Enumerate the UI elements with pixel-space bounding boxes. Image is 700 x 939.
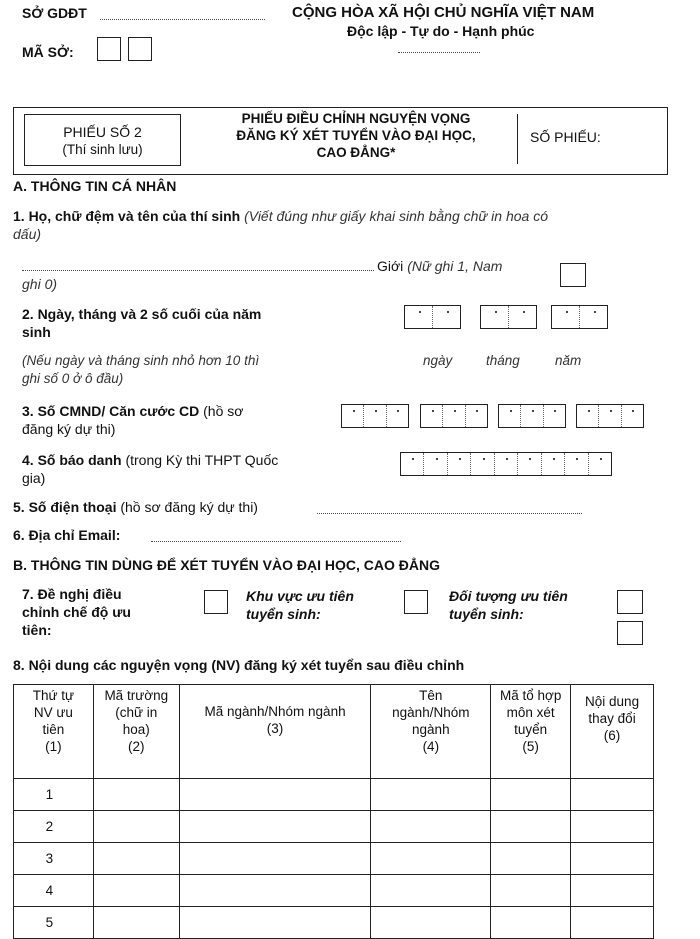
header-text: ngành	[412, 722, 450, 737]
gioi-note-cont: ghi 0)	[22, 276, 58, 292]
doi-tuong-label	[449, 587, 568, 623]
khu-vuc-box[interactable]	[404, 590, 428, 614]
birth-year-boxes[interactable]	[551, 305, 608, 329]
table-row	[14, 779, 654, 811]
email-field[interactable]	[151, 541, 401, 542]
col-header-ma-to-hop	[491, 685, 571, 779]
doi-tuong-box-1[interactable]	[617, 590, 643, 614]
q4-label: 4. Số báo danh	[22, 452, 122, 468]
header-text: hoa)	[122, 722, 150, 737]
col-header-ten-nganh	[371, 685, 491, 779]
q4-note-cont: gia)	[22, 470, 46, 486]
ma-nganh-cell[interactable]	[179, 779, 371, 811]
so-bao-danh-boxes[interactable]	[400, 452, 612, 476]
khu-vuc-line-2: tuyển sinh:	[246, 606, 321, 622]
header-text: ngành/Nhóm	[392, 705, 470, 720]
thang-label: tháng	[486, 353, 520, 368]
q3-text	[22, 402, 243, 438]
gioi-note: (Nữ ghi 1, Nam	[407, 258, 503, 274]
ten-nganh-cell[interactable]	[371, 907, 491, 939]
noi-dung-cell[interactable]	[571, 779, 654, 811]
row-number: 5	[14, 907, 94, 939]
section-a-heading: A. THÔNG TIN CÁ NHÂN	[13, 178, 177, 194]
header-text: tiên	[42, 722, 65, 737]
row-number: 3	[14, 843, 94, 875]
form-title-line-3: CAO ĐẲNG*	[316, 145, 396, 160]
ma-nganh-cell[interactable]	[179, 875, 371, 907]
country-name: CỘNG HÒA XÃ HỘI CHỦ NGHĨA VIỆT NAM	[292, 4, 595, 21]
q3-note: (hồ sơ	[203, 403, 244, 419]
gioi-box[interactable]	[560, 263, 586, 287]
row-number: 1	[14, 779, 94, 811]
col-header-ma-truong	[93, 685, 179, 779]
ma-nganh-cell[interactable]	[179, 811, 371, 843]
header-text: (chữ in	[115, 705, 158, 720]
khu-vuc-label	[246, 587, 354, 623]
cmnd-group-3[interactable]	[498, 404, 566, 428]
q2-label-line-2: sinh	[22, 324, 51, 340]
header-text: (4)	[422, 739, 440, 754]
ma-nganh-cell[interactable]	[179, 907, 371, 939]
section-b-heading: B. THÔNG TIN DÙNG ĐỂ XÉT TUYỂN VÀO ĐẠI HỌC, CAO ĐẲNG	[13, 557, 441, 573]
doi-tuong-line-1: Đối tượng ưu tiên	[449, 588, 568, 604]
noi-dung-cell[interactable]	[571, 811, 654, 843]
ma-so-box-2[interactable]	[128, 37, 152, 61]
header-text: Mã ngành/Nhóm ngành	[204, 704, 346, 719]
thi-sinh-luu-label: (Thí sinh lưu)	[62, 142, 143, 157]
ma-to-hop-cell[interactable]	[491, 907, 571, 939]
ma-to-hop-cell[interactable]	[491, 875, 571, 907]
q8-label: 8. Nội dung các nguyện vọng (NV) đăng ký xét tuyển sau điều chỉnh	[13, 657, 465, 673]
q1-note-cont: dấu)	[13, 226, 42, 242]
noi-dung-cell[interactable]	[571, 843, 654, 875]
table-header-row	[14, 685, 654, 779]
ma-to-hop-cell[interactable]	[491, 843, 571, 875]
table-row	[14, 907, 654, 939]
col-header-ma-nganh	[179, 685, 371, 779]
ten-nganh-cell[interactable]	[371, 875, 491, 907]
cmnd-group-4[interactable]	[576, 404, 644, 428]
header-text: NV ưu	[33, 705, 73, 720]
q2-label-line-1: 2. Ngày, tháng và 2 số cuối của năm	[22, 306, 262, 322]
q1-text	[13, 207, 673, 225]
noi-dung-cell[interactable]	[571, 875, 654, 907]
header-text: (1)	[45, 739, 62, 754]
q1-label: 1. Họ, chữ đệm và tên của thí sinh	[13, 208, 241, 224]
row-number: 4	[14, 875, 94, 907]
cmnd-group-2[interactable]	[420, 404, 488, 428]
header-text: tuyển	[514, 722, 548, 737]
q2-note	[22, 352, 259, 388]
noi-dung-cell[interactable]	[571, 907, 654, 939]
q7-checkbox[interactable]	[204, 590, 228, 614]
table-row	[14, 875, 654, 907]
so-gddt-label: SỞ GDĐT	[22, 5, 87, 21]
khu-vuc-line-1: Khu vực ưu tiên	[246, 588, 354, 604]
header-text: Thứ tự	[32, 688, 75, 703]
q7-label-line-2: chỉnh chế độ ưu	[22, 604, 131, 620]
header-text: (3)	[266, 721, 284, 736]
ma-truong-cell[interactable]	[93, 779, 179, 811]
so-phieu-label: SỐ PHIẾU:	[530, 129, 601, 145]
ma-truong-cell[interactable]	[93, 811, 179, 843]
header-text: (2)	[128, 739, 145, 754]
birth-month-boxes[interactable]	[480, 305, 537, 329]
q7-label	[22, 585, 131, 639]
q4-text	[22, 451, 278, 487]
header-text: Mã trường	[104, 688, 169, 703]
motto-underline	[398, 52, 480, 53]
so-gddt-field[interactable]	[100, 19, 265, 20]
header-text: Mã tổ hợp	[499, 688, 562, 703]
phieu-so-label: PHIẾU SỐ 2	[63, 124, 142, 140]
ma-nganh-cell[interactable]	[179, 843, 371, 875]
gioi-label: Giới	[377, 258, 404, 274]
q7-label-line-1: 7. Đề nghị điều	[22, 586, 122, 602]
col-header-thu-tu	[14, 685, 94, 779]
q4-note: (trong Kỳ thi THPT Quốc	[125, 452, 279, 468]
header-text: Nội dung	[585, 694, 640, 709]
q3-label: 3. Số CMND/ Căn cước CD	[22, 403, 200, 419]
q5-note: (hồ sơ đăng ký dự thi)	[120, 499, 258, 515]
so-phieu-box	[517, 114, 653, 164]
phieu-so-box	[24, 114, 181, 166]
header-text: thay đổi	[588, 711, 636, 726]
cmnd-group-1[interactable]	[341, 404, 409, 428]
q1-note: (Viết đúng như giấy khai sinh bằng chữ in hoa có	[244, 208, 548, 224]
motto: Độc lập - Tự do - Hạnh phúc	[347, 23, 535, 39]
col-header-noi-dung	[571, 685, 654, 779]
table-row	[14, 811, 654, 843]
form-title	[186, 110, 526, 161]
birth-day-boxes[interactable]	[404, 305, 461, 329]
ma-truong-cell[interactable]	[93, 843, 179, 875]
q7-label-line-3: tiên:	[22, 622, 52, 638]
title-box	[13, 107, 668, 175]
q3-note-cont: đăng ký dự thi)	[22, 421, 116, 437]
q5-label: 5. Số điện thoại	[13, 499, 117, 515]
q6-label: 6. Địa chỉ Email:	[13, 527, 121, 543]
table-row	[14, 843, 654, 875]
q2-note-line-2: ghi số 0 ở ô đầu)	[22, 371, 124, 386]
ma-to-hop-cell[interactable]	[491, 779, 571, 811]
header-text: (5)	[522, 739, 539, 754]
header-text: môn xét	[506, 705, 555, 720]
ma-so-box-1[interactable]	[97, 37, 121, 61]
nam-label: năm	[555, 353, 582, 368]
header-text: Tên	[419, 688, 443, 703]
q2-label	[22, 305, 261, 341]
ma-truong-cell[interactable]	[93, 907, 179, 939]
nguyen-vong-table	[13, 684, 654, 939]
q5-text	[13, 499, 258, 515]
row-number: 2	[14, 811, 94, 843]
doi-tuong-line-2: tuyển sinh:	[449, 606, 524, 622]
form-title-line-1: PHIẾU ĐIỀU CHỈNH NGUYỆN VỌNG	[241, 111, 471, 126]
phone-field[interactable]	[317, 513, 582, 514]
ten-nganh-cell[interactable]	[371, 843, 491, 875]
ngay-label: ngày	[423, 353, 453, 368]
ma-so-label: MÃ SỞ:	[22, 44, 74, 60]
doi-tuong-box-2[interactable]	[617, 621, 643, 645]
q2-note-line-1: (Nếu ngày và tháng sinh nhỏ hơn 10 thì	[22, 353, 260, 368]
ma-to-hop-cell[interactable]	[491, 811, 571, 843]
header-text: (6)	[603, 728, 621, 743]
ten-nganh-cell[interactable]	[371, 811, 491, 843]
ma-truong-cell[interactable]	[93, 875, 179, 907]
form-title-line-2: ĐĂNG KÝ XÉT TUYỂN VÀO ĐẠI HỌC,	[236, 128, 476, 143]
gioi-text	[377, 258, 502, 274]
full-name-field[interactable]	[22, 270, 374, 271]
ten-nganh-cell[interactable]	[371, 779, 491, 811]
